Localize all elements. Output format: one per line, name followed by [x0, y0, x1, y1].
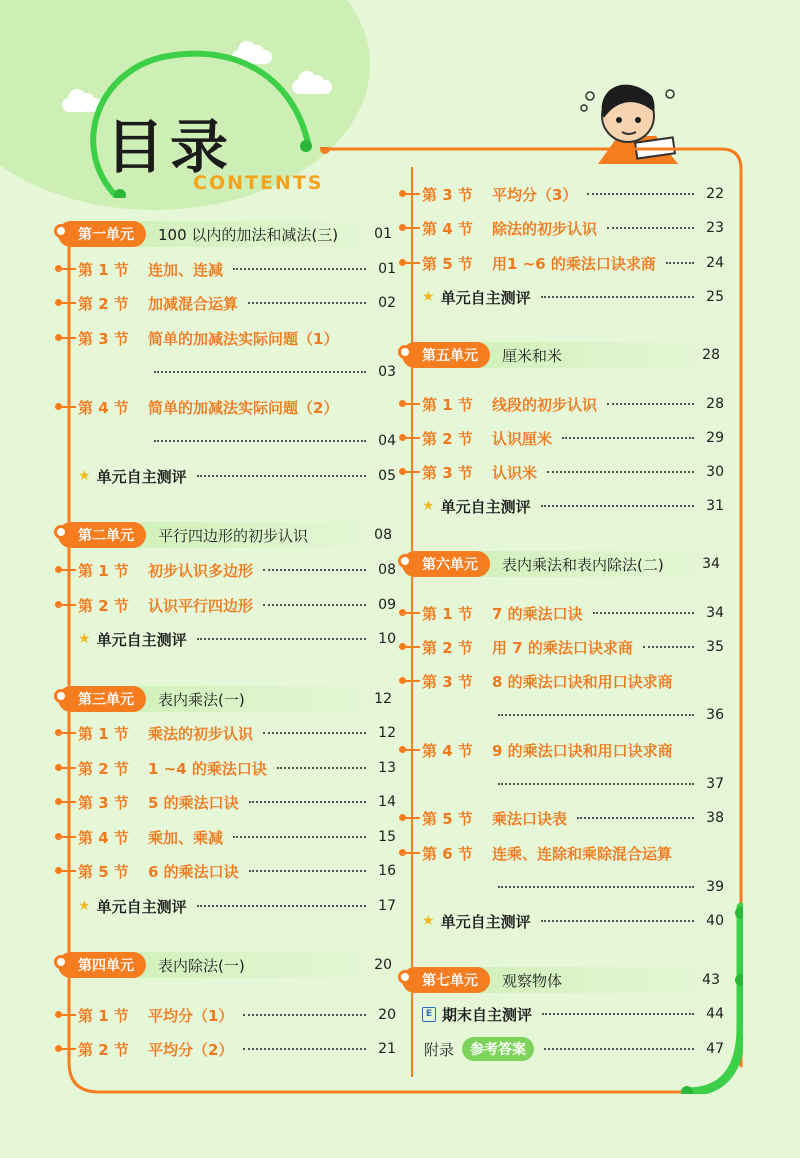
section-label: 第 2 节: [78, 759, 129, 778]
section-title: 加减混合运算: [148, 294, 239, 313]
dot-leader: [577, 817, 694, 819]
test-title: 单元自主测评: [440, 912, 531, 931]
unit-label: 第二单元: [58, 522, 146, 548]
page-number: 47: [706, 1041, 724, 1057]
page-number: 03: [378, 364, 396, 380]
section-title: 用 7 的乘法口诀求商: [492, 638, 633, 657]
unit-title: 100 以内的加法和减法(三): [158, 225, 339, 244]
page-number: 40: [706, 913, 724, 929]
toc-section-row[interactable]: [402, 805, 724, 831]
section-title: 乘法口诀表: [492, 809, 568, 828]
section-title: 连加、连减: [148, 260, 224, 279]
dot-leader: [263, 569, 366, 571]
page-subtitle: CONTENTS: [193, 172, 324, 194]
test-title: 单元自主测评: [96, 897, 187, 916]
section-title: 用1 ~6 的乘法口诀求商: [492, 254, 656, 273]
star-icon: ★: [78, 898, 91, 914]
section-label: 第 1 节: [78, 260, 129, 279]
test-title: 单元自主测评: [440, 288, 531, 307]
section-title: 1 ~4 的乘法口诀: [148, 759, 267, 778]
page-number: 05: [378, 468, 396, 484]
bullet-icon: [58, 801, 76, 803]
section-title: 认识米: [492, 463, 538, 482]
test-title: 单元自主测评: [96, 630, 187, 649]
section-label: 第 2 节: [78, 294, 129, 313]
star-icon: ★: [422, 498, 435, 514]
page-number: 39: [706, 879, 724, 895]
dot-leader: [243, 1048, 366, 1050]
page-number: 25: [706, 289, 724, 305]
page-number: 14: [378, 794, 396, 810]
dot-leader: [498, 714, 694, 716]
section-label: 第 1 节: [78, 1006, 129, 1025]
dot-leader: [277, 767, 366, 769]
toc-unit-row[interactable]: [58, 952, 396, 978]
unit-label: 第五单元: [402, 342, 490, 368]
toc-section-row[interactable]: [58, 824, 396, 850]
page-number: 34: [706, 605, 724, 621]
page-number: 04: [378, 433, 396, 449]
dot-leader: [263, 604, 366, 606]
bullet-icon: [58, 569, 76, 571]
toc-section-row[interactable]: [402, 215, 724, 241]
page-number: 29: [706, 430, 724, 446]
page-number: 15: [378, 829, 396, 845]
unit-title: 厘米和米: [502, 346, 563, 365]
section-label: 第 6 节: [422, 844, 473, 863]
bullet-icon: [402, 817, 420, 819]
page-number: 08: [378, 562, 396, 578]
page-number: 30: [706, 464, 724, 480]
page-number: 20: [378, 1007, 396, 1023]
dot-leader: [593, 612, 695, 614]
section-label: 第 2 节: [78, 1040, 129, 1059]
bullet-icon: [58, 870, 76, 872]
unit-label: 第三单元: [58, 686, 146, 712]
dot-leader: [233, 268, 366, 270]
bullet-icon: [402, 749, 420, 751]
section-title: 乘法的初步认识: [148, 724, 254, 743]
page-number: 44: [706, 1006, 724, 1022]
section-label: 第 4 节: [422, 219, 473, 238]
dot-leader: [197, 475, 367, 477]
toc-section-row[interactable]: [58, 1002, 396, 1028]
section-label: 第 3 节: [78, 329, 129, 348]
dot-leader: [197, 905, 367, 907]
page-number: 43: [702, 972, 720, 988]
page-number: 23: [706, 220, 724, 236]
section-title: 平均分（2）: [148, 1040, 234, 1059]
page-number: 02: [378, 295, 396, 311]
dot-leader: [547, 471, 694, 473]
toc-section-row[interactable]: [402, 840, 724, 866]
bullet-icon: [58, 732, 76, 734]
page-number: 12: [378, 725, 396, 741]
section-label: 第 1 节: [78, 724, 129, 743]
dot-leader: [541, 505, 695, 507]
toc-cont-row[interactable]: [402, 702, 724, 728]
page-number: 16: [378, 863, 396, 879]
page-number: 10: [378, 631, 396, 647]
bullet-icon: [58, 302, 76, 304]
unit-title: 观察物体: [502, 971, 563, 990]
section-title: 认识厘米: [492, 429, 553, 448]
toc-section-row[interactable]: [58, 858, 396, 884]
page-number: 34: [702, 556, 720, 572]
section-label: 第 1 节: [78, 561, 129, 580]
section-title: 简单的加减法实际问题（1）: [148, 329, 339, 348]
toc-unit-row[interactable]: [402, 967, 724, 993]
star-icon: ★: [78, 631, 91, 647]
toc-test-row[interactable]: [58, 626, 396, 652]
section-label: 第 2 节: [422, 429, 473, 448]
toc-section-row[interactable]: [58, 325, 396, 351]
bullet-icon: [58, 337, 76, 339]
section-title: 9 的乘法口诀和用口诀求商: [492, 741, 673, 760]
unit-label: 第六单元: [402, 551, 490, 577]
test-title: 单元自主测评: [96, 467, 187, 486]
bullet-icon: [402, 852, 420, 854]
unit-label: 第七单元: [402, 967, 490, 993]
star-icon: ★: [422, 289, 435, 305]
dot-leader: [248, 302, 366, 304]
bullet-icon: [402, 437, 420, 439]
page-number: 28: [706, 396, 724, 412]
unit-title: 表内除法(一): [158, 956, 245, 975]
bullet-icon: [58, 268, 76, 270]
section-title: 平均分（1）: [148, 1006, 234, 1025]
answers-badge: 参考答案: [462, 1037, 534, 1061]
toc-section-row[interactable]: [402, 737, 724, 763]
page-number: 38: [706, 810, 724, 826]
section-label: 第 5 节: [78, 862, 129, 881]
section-title: 平均分（3）: [492, 185, 578, 204]
section-label: 第 3 节: [422, 185, 473, 204]
dot-leader: [233, 836, 366, 838]
bullet-icon: [402, 227, 420, 229]
toc-unit-row[interactable]: [402, 342, 724, 368]
toc-unit-row[interactable]: [58, 522, 396, 548]
section-label: 第 5 节: [422, 254, 473, 273]
toc-section-row[interactable]: [402, 391, 724, 417]
page-title: 目录: [106, 113, 235, 181]
toc-section-row[interactable]: [402, 668, 724, 694]
toc-section-row[interactable]: [58, 720, 396, 746]
section-title: 除法的初步认识: [492, 219, 598, 238]
bullet-icon: [58, 1048, 76, 1050]
toc-unit-row[interactable]: [402, 551, 724, 577]
dot-leader: [498, 783, 694, 785]
section-label: 第 3 节: [422, 672, 473, 691]
bullet-icon: [402, 680, 420, 682]
bullet-icon: [402, 262, 420, 264]
test-title: 单元自主测评: [440, 497, 531, 516]
page-number: 01: [374, 226, 392, 242]
page-number: 08: [374, 527, 392, 543]
dot-leader: [154, 371, 366, 373]
dot-leader: [562, 437, 694, 439]
page-number: 20: [374, 957, 392, 973]
page-number: 13: [378, 760, 396, 776]
section-title: 5 的乘法口诀: [148, 793, 239, 812]
toc-test-row[interactable]: [402, 493, 724, 519]
toc-section-row[interactable]: [58, 557, 396, 583]
toc-section-row[interactable]: [402, 181, 724, 207]
dot-leader: [544, 1048, 694, 1050]
dot-leader: [643, 646, 694, 648]
section-title: 简单的加减法实际问题（2）: [148, 398, 339, 417]
dot-leader: [263, 732, 366, 734]
toc-cont-row[interactable]: [402, 874, 724, 900]
section-title: 初步认识多边形: [148, 561, 254, 580]
bullet-icon: [58, 767, 76, 769]
toc-section-row[interactable]: [58, 256, 396, 282]
exam-icon: E: [422, 1007, 436, 1022]
page-number: 31: [706, 498, 724, 514]
dot-leader: [542, 1013, 694, 1015]
final-test-title: 期末自主测评: [442, 1005, 533, 1024]
section-label: 第 5 节: [422, 809, 473, 828]
unit-title: 表内乘法和表内除法(二): [502, 555, 664, 574]
page-number: 24: [706, 255, 724, 271]
section-title: 8 的乘法口诀和用口诀求商: [492, 672, 673, 691]
dot-leader: [249, 801, 367, 803]
bullet-icon: [402, 612, 420, 614]
page-number: 22: [706, 186, 724, 202]
toc-test-row[interactable]: [402, 908, 724, 934]
toc-test-row[interactable]: [58, 893, 396, 919]
section-label: 第 3 节: [78, 793, 129, 812]
page-number: 17: [378, 898, 396, 914]
toc-appendix-row[interactable]: [402, 1036, 724, 1062]
toc-section-row[interactable]: [58, 290, 396, 316]
star-icon: ★: [422, 913, 435, 929]
page-number: 37: [706, 776, 724, 792]
unit-title: 表内乘法(一): [158, 690, 245, 709]
toc-section-row[interactable]: [402, 425, 724, 451]
dot-leader: [666, 262, 694, 264]
bullet-icon: [402, 403, 420, 405]
section-label: 第 1 节: [422, 604, 473, 623]
toc-cont-row[interactable]: [58, 428, 396, 454]
toc-section-row[interactable]: [402, 250, 724, 276]
page-number: 09: [378, 597, 396, 613]
section-label: 第 2 节: [78, 596, 129, 615]
section-label: 第 4 节: [78, 828, 129, 847]
bullet-icon: [58, 836, 76, 838]
toc-final-row[interactable]: [402, 1001, 724, 1027]
toc-section-row[interactable]: [402, 600, 724, 626]
section-label: 第 1 节: [422, 395, 473, 414]
section-title: 7 的乘法口诀: [492, 604, 583, 623]
section-title: 连乘、连除和乘除混合运算: [492, 844, 673, 863]
unit-label: 第四单元: [58, 952, 146, 978]
unit-title: 平行四边形的初步认识: [158, 526, 309, 545]
section-label: 第 4 节: [422, 741, 473, 760]
toc-section-row[interactable]: [402, 634, 724, 660]
dot-leader: [154, 440, 366, 442]
section-title: 认识平行四边形: [148, 596, 254, 615]
page-number: 01: [378, 261, 396, 277]
dot-leader: [541, 296, 695, 298]
toc-test-row[interactable]: [58, 463, 396, 489]
bullet-icon: [58, 604, 76, 606]
bullet-icon: [402, 193, 420, 195]
unit-label: 第一单元: [58, 221, 146, 247]
dot-leader: [587, 193, 694, 195]
bullet-icon: [402, 471, 420, 473]
page-number: 36: [706, 707, 724, 723]
toc-section-row[interactable]: [402, 459, 724, 485]
bullet-icon: [58, 406, 76, 408]
section-label: 第 3 节: [422, 463, 473, 482]
section-title: 乘加、乘减: [148, 828, 224, 847]
section-label: 第 4 节: [78, 398, 129, 417]
page-number: 35: [706, 639, 724, 655]
section-title: 6 的乘法口诀: [148, 862, 239, 881]
page-number: 28: [702, 347, 720, 363]
toc-section-row[interactable]: [58, 1036, 396, 1062]
bullet-icon: [58, 1014, 76, 1016]
bullet-icon: [402, 646, 420, 648]
section-label: 第 2 节: [422, 638, 473, 657]
dot-leader: [249, 870, 367, 872]
toc-cont-row[interactable]: [58, 359, 396, 385]
toc-test-row[interactable]: [402, 284, 724, 310]
star-icon: ★: [78, 468, 91, 484]
dot-leader: [498, 886, 694, 888]
toc-section-row[interactable]: [58, 592, 396, 618]
section-title: 线段的初步认识: [492, 395, 598, 414]
toc-section-row[interactable]: [58, 394, 396, 420]
toc-cont-row[interactable]: [402, 771, 724, 797]
appendix-title: 附录: [424, 1040, 455, 1059]
dot-leader: [197, 638, 367, 640]
toc-section-row[interactable]: [58, 789, 396, 815]
dot-leader: [541, 920, 695, 922]
toc-section-row[interactable]: [58, 755, 396, 781]
dot-leader: [243, 1014, 366, 1016]
dot-leader: [607, 227, 694, 229]
toc-unit-row[interactable]: [58, 221, 396, 247]
page-number: 12: [374, 691, 392, 707]
dot-leader: [607, 403, 694, 405]
page-number: 21: [378, 1041, 396, 1057]
toc-unit-row[interactable]: [58, 686, 396, 712]
